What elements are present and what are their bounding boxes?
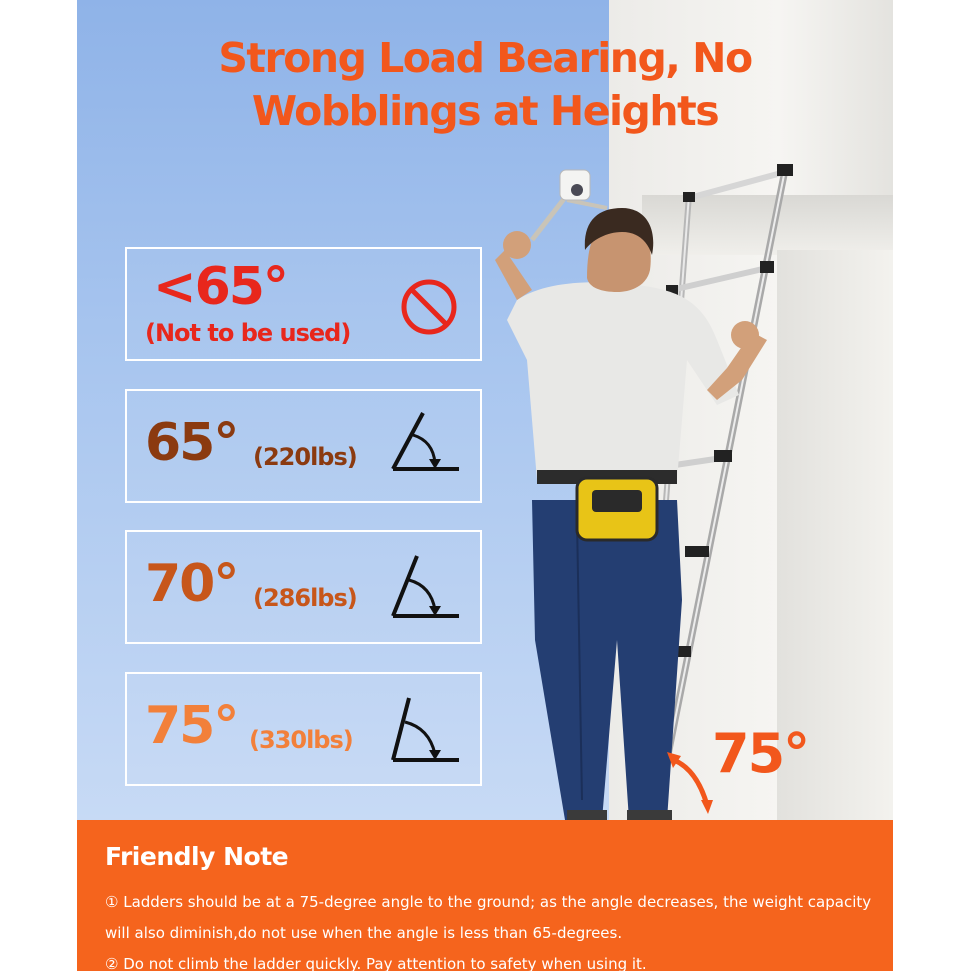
angle-icon [389, 552, 461, 620]
angle-box-70 [125, 530, 482, 644]
friendly-note-line-1: ① Ladders should be at a 75-degree angle to the ground; as the angle decreases, the weight capacity [105, 893, 872, 911]
angle-degree: <65° [153, 257, 287, 317]
angle-capacity: (Not to be used) [145, 319, 351, 347]
angle-icon [389, 409, 461, 475]
product-banner [77, 0, 893, 971]
friendly-note-title: Friendly Note [105, 842, 289, 871]
angle-degree: 65° [145, 413, 238, 473]
angle-icon [389, 694, 461, 764]
angle-box-65 [125, 389, 482, 503]
headline-line-2: Wobblings at Heights [251, 87, 719, 135]
angle-arrow-icon [674, 760, 707, 805]
prohibited-icon [399, 277, 459, 337]
angle-box-75 [125, 672, 482, 786]
friendly-note-line-3: ② Do not climb the ladder quickly. Pay attention to safety when using it. [105, 955, 647, 971]
angle-degree: 70° [145, 554, 238, 614]
angle-box-under-65 [125, 247, 482, 361]
headline [77, 32, 893, 138]
angle-capacity: (330lbs) [249, 726, 353, 754]
friendly-note-section [77, 820, 893, 971]
ladder-angle-label: 75° [712, 722, 809, 785]
friendly-note-line-2: will also diminish,do not use when the angle is less than 65-degrees. [105, 924, 623, 942]
angle-degree: 75° [145, 696, 238, 756]
angle-capacity: (220lbs) [253, 443, 357, 471]
headline-line-1: Strong Load Bearing, No [218, 34, 752, 82]
angle-capacity: (286lbs) [253, 584, 357, 612]
